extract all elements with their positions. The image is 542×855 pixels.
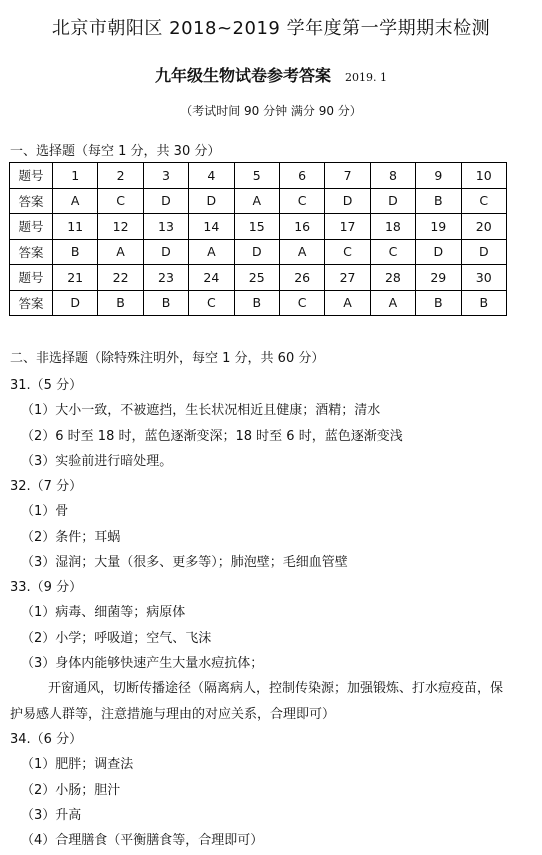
row-label-question: 题号 [10, 265, 53, 291]
answer-line: （2）小肠；胆汁 [21, 783, 121, 798]
row-label-answer: 答案 [10, 188, 53, 214]
table-cell: 12 [98, 214, 143, 240]
table-cell: 4 [189, 163, 234, 189]
answer-line: （3）湿润；大量（很多、更多等）；肺泡壁；毛细血管壁 [21, 555, 348, 570]
table-cell: 7 [325, 163, 370, 189]
table-cell: 10 [461, 163, 506, 189]
document-subtitle-row [0, 63, 542, 86]
document-subtitle: 九年级生物试卷参考答案 [154, 66, 331, 85]
table-cell: 8 [370, 163, 415, 189]
answer-line: （2）小学；呼吸道；空气、飞沫 [21, 631, 212, 646]
table-cell: 27 [325, 265, 370, 291]
table-cell: A [325, 290, 370, 316]
table-cell: C [461, 188, 506, 214]
table-cell: 23 [143, 265, 188, 291]
table-cell: C [370, 239, 415, 265]
table-cell: 19 [416, 214, 461, 240]
answer-row [10, 239, 507, 265]
table-cell: B [143, 290, 188, 316]
table-cell: D [143, 188, 188, 214]
table-cell: C [279, 188, 324, 214]
table-cell: 22 [98, 265, 143, 291]
table-cell: D [189, 188, 234, 214]
answer-continuation: 开窗通风，切断传播途径（隔离病人，控制传染源；加强锻炼、打水痘疫苗，保 [48, 681, 504, 696]
question-31-title: 31.（5 分） [10, 378, 83, 393]
table-cell: D [53, 290, 98, 316]
document-date: 2019. 1 [345, 71, 387, 84]
table-cell: D [143, 239, 188, 265]
table-cell: 16 [279, 214, 324, 240]
answer-line: （1）肥胖；调查法 [21, 757, 134, 772]
question-34-title: 34.（6 分） [10, 732, 83, 747]
table-cell: D [325, 188, 370, 214]
table-cell: 6 [279, 163, 324, 189]
table-cell: C [189, 290, 234, 316]
question-32-title: 32.（7 分） [10, 479, 83, 494]
row-label-question: 题号 [10, 163, 53, 189]
table-cell: D [416, 239, 461, 265]
table-cell: 17 [325, 214, 370, 240]
table-cell: 30 [461, 265, 506, 291]
table-cell: B [416, 188, 461, 214]
table-cell: B [234, 290, 279, 316]
answer-row [10, 188, 507, 214]
table-cell: 24 [189, 265, 234, 291]
row-label-answer: 答案 [10, 290, 53, 316]
table-cell: B [416, 290, 461, 316]
table-cell: D [370, 188, 415, 214]
table-cell: 20 [461, 214, 506, 240]
table-cell: 28 [370, 265, 415, 291]
row-label-question: 题号 [10, 214, 53, 240]
table-cell: 18 [370, 214, 415, 240]
answer-continuation: 护易感人群等，注意措施与理由的对应关系，合理即可） [10, 707, 336, 722]
table-cell: C [98, 188, 143, 214]
table-cell: 15 [234, 214, 279, 240]
table-cell: 3 [143, 163, 188, 189]
table-cell: A [279, 239, 324, 265]
table-cell: 2 [98, 163, 143, 189]
part2-heading: 二、非选择题（除特殊注明外，每空 1 分，共 60 分） [10, 351, 325, 366]
table-cell: B [98, 290, 143, 316]
table-cell: 25 [234, 265, 279, 291]
answer-line: （1）病毒、细菌等；病原体 [21, 605, 186, 620]
exam-info: （考试时间 90 分钟 满分 90 分） [180, 104, 362, 118]
table-cell: C [279, 290, 324, 316]
table-cell: A [189, 239, 234, 265]
answer-table [9, 162, 507, 316]
table-cell: 26 [279, 265, 324, 291]
part1-heading: 一、选择题（每空 1 分，共 30 分） [10, 144, 221, 159]
table-cell: 14 [189, 214, 234, 240]
table-cell: A [98, 239, 143, 265]
table-cell: 29 [416, 265, 461, 291]
question-number-row [10, 265, 507, 291]
table-cell: D [234, 239, 279, 265]
answer-row [10, 290, 507, 316]
table-cell: B [53, 239, 98, 265]
answer-line: （2）6 时至 18 时，蓝色逐渐变深；18 时至 6 时，蓝色逐渐变浅 [21, 429, 403, 444]
table-cell: 11 [53, 214, 98, 240]
table-cell: 5 [234, 163, 279, 189]
table-cell: 1 [53, 163, 98, 189]
question-number-row [10, 214, 507, 240]
question-number-row [10, 163, 507, 189]
answer-line: （3）升高 [21, 808, 82, 823]
answer-line: （3）身体内能够快速产生大量水痘抗体； [21, 656, 264, 671]
question-33-title: 33.（9 分） [10, 580, 83, 595]
document-title: 北京市朝阳区 2018~2019 学年度第一学期期末检测 [51, 18, 491, 39]
answer-line: （4）合理膳食（平衡膳食等，合理即可） [21, 833, 264, 848]
table-cell: 9 [416, 163, 461, 189]
table-cell: D [461, 239, 506, 265]
table-cell: A [234, 188, 279, 214]
table-cell: 21 [53, 265, 98, 291]
answer-line: （3）实验前进行暗处理。 [21, 454, 173, 469]
table-cell: 13 [143, 214, 188, 240]
table-cell: A [370, 290, 415, 316]
answer-line: （2）条件；耳蜗 [21, 530, 121, 545]
answer-line: （1）骨 [21, 504, 69, 519]
table-cell: B [461, 290, 506, 316]
row-label-answer: 答案 [10, 239, 53, 265]
answer-line: （1）大小一致，不被遮挡，生长状况相近且健康；酒精；清水 [21, 403, 381, 418]
table-cell: C [325, 239, 370, 265]
table-cell: A [53, 188, 98, 214]
